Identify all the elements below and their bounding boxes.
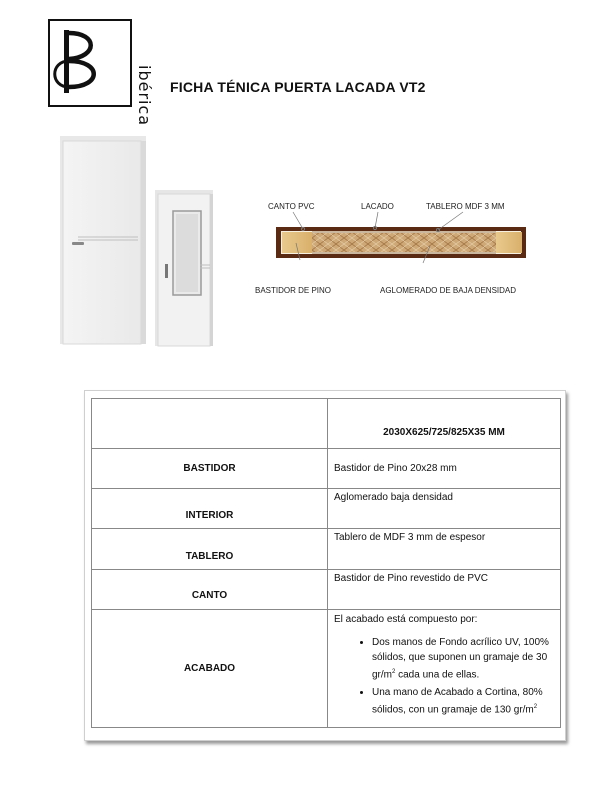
door-cross-section-diagram <box>248 196 548 306</box>
row-value-interior: Aglomerado baja densidad <box>328 489 561 529</box>
logo-text: ibérica <box>135 65 154 127</box>
table-row <box>92 529 561 570</box>
table-row <box>92 610 561 728</box>
table-row <box>92 489 561 529</box>
company-logo <box>48 19 154 127</box>
door-large-image <box>60 136 146 344</box>
row-label-interior: INTERIOR <box>92 489 328 529</box>
list-item: • Dos manos de Fondo acrílico UV, 100% sólidos, que suponen un gramaje de 30 $gr/m^2$ cada una de ellas. <box>372 635 560 682</box>
dimensions-value: 2030X625/725/825X35 MM <box>383 427 505 438</box>
page-title: FICHA TÉNICA PUERTA LACADA VT2 <box>170 79 426 95</box>
label-aglomerado: AGLOMERADO DE BAJA DENSIDAD <box>380 286 517 295</box>
logo-mark-icon <box>50 21 130 105</box>
label-canto-pvc: CANTO PVC <box>268 202 315 211</box>
row-label-bastidor: BASTIDOR <box>92 449 328 489</box>
row-value-canto: Bastidor de Pino revestido de PVC <box>328 570 561 610</box>
row-label-tablero: TABLERO <box>92 529 328 570</box>
row-label-canto: CANTO <box>92 570 328 610</box>
pine-frame-right <box>496 232 522 253</box>
spec-table-container <box>84 390 566 741</box>
label-bastidor-pino: BASTIDOR DE PINO <box>255 286 332 295</box>
table-row <box>92 449 561 489</box>
label-lacado: LACADO <box>361 202 394 211</box>
list-item: • Una mano de Acabado a Cortina, 80% sólidos, con un gramaje de 130 $gr/m^2$ <box>372 685 560 717</box>
spec-table <box>91 398 561 728</box>
acabado-intro: El acabado está compuesto por: <box>334 614 478 625</box>
particleboard-core <box>312 233 496 252</box>
door-photos <box>60 136 220 348</box>
pine-frame-left <box>282 232 312 253</box>
row-value-acabado <box>328 610 561 728</box>
row-value-tablero: Tablero de MDF 3 mm de espesor <box>328 529 561 570</box>
row-value-bastidor: Bastidor de Pino 20x28 mm <box>328 449 561 489</box>
table-row <box>92 570 561 610</box>
empty-header-cell <box>92 399 328 449</box>
label-tablero-mdf: TABLERO MDF 3 MM <box>426 202 505 211</box>
dimensions-cell <box>328 399 561 449</box>
row-label-acabado: ACABADO <box>92 610 328 728</box>
acabado-list <box>334 635 560 718</box>
door-vitral-image <box>155 190 213 346</box>
table-row <box>92 399 561 449</box>
